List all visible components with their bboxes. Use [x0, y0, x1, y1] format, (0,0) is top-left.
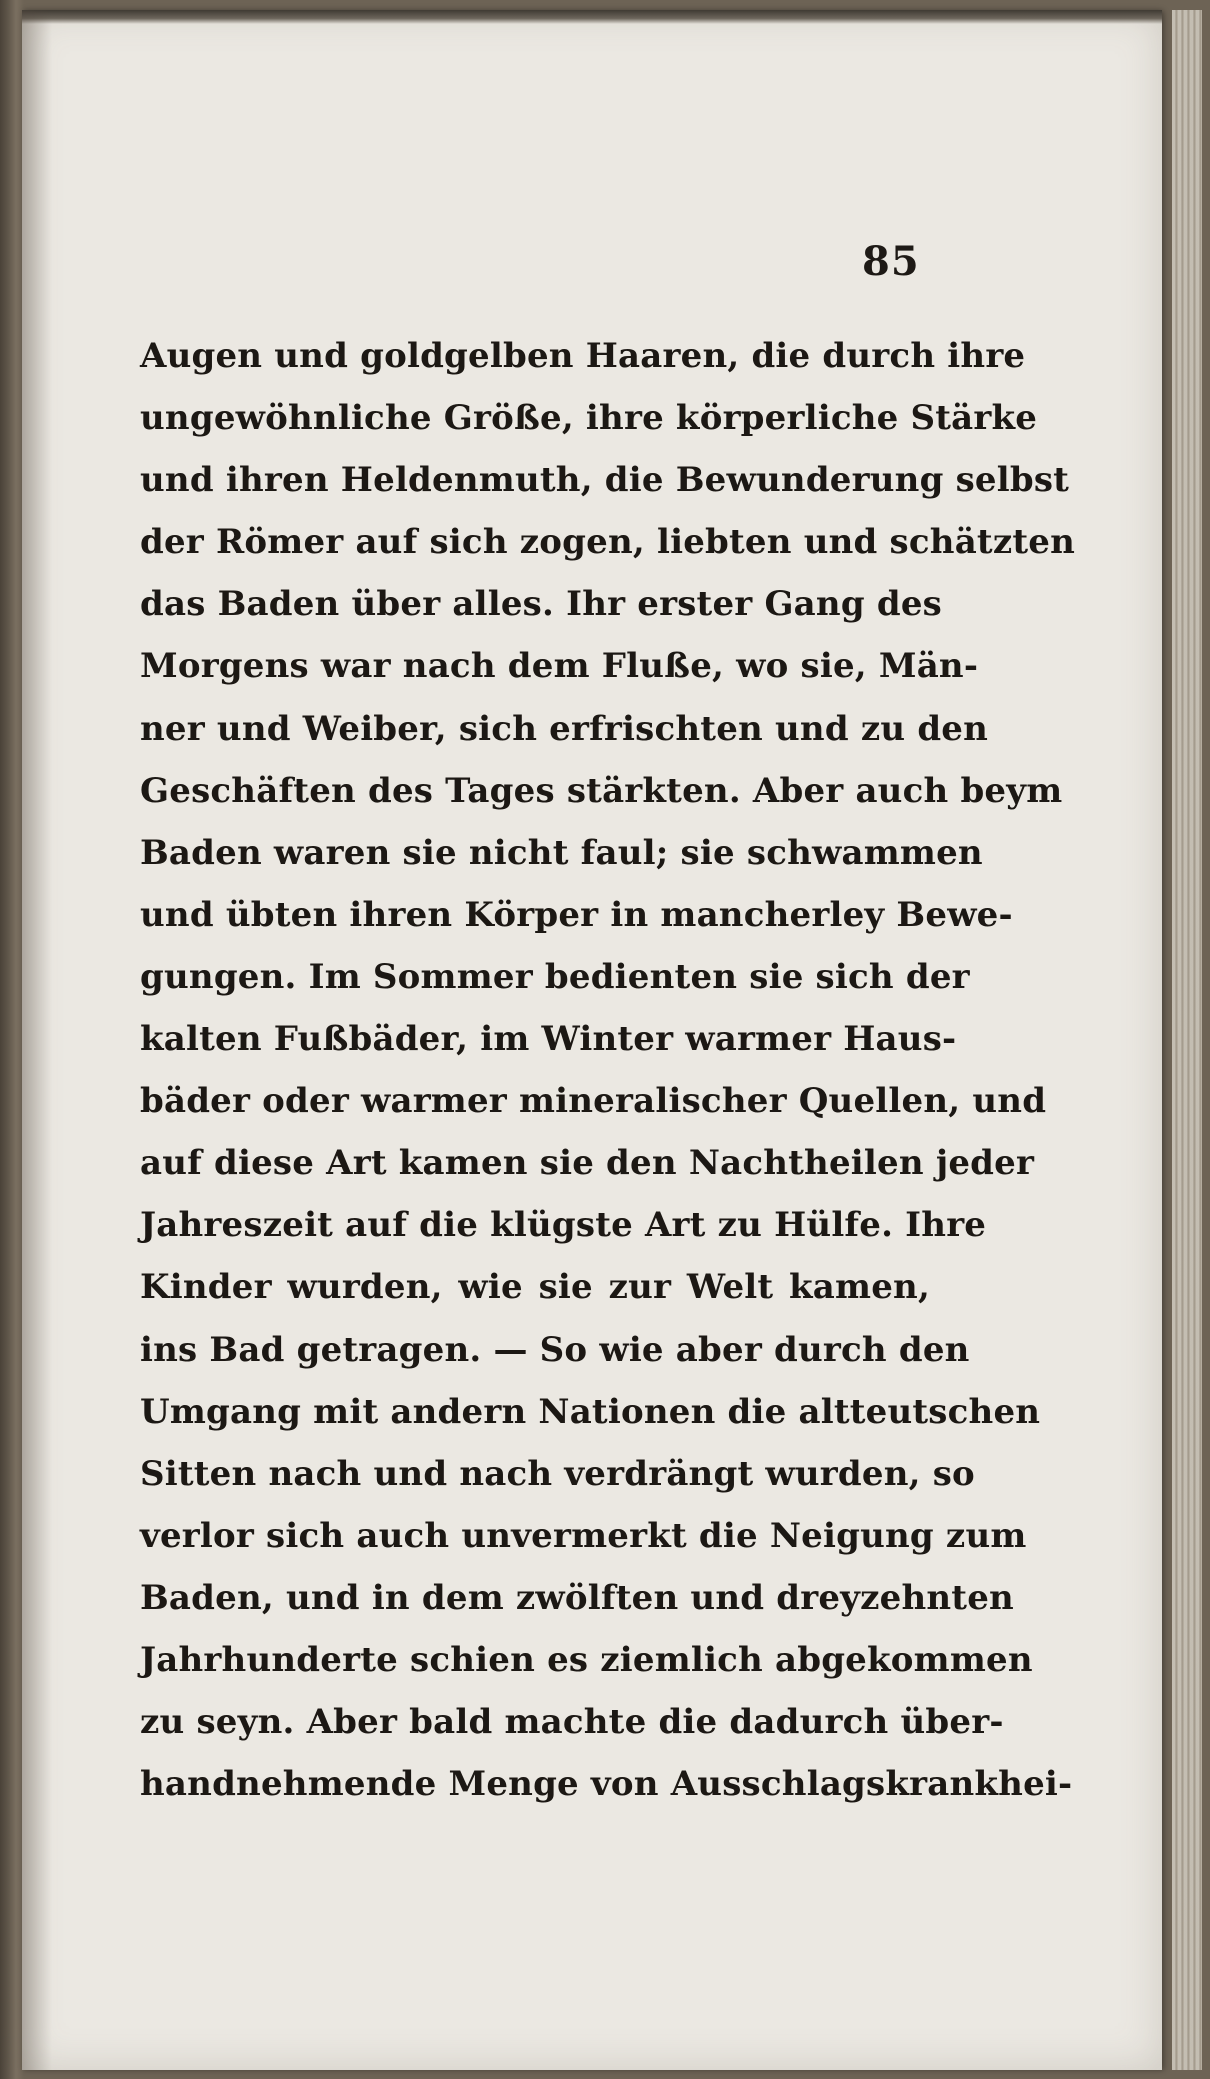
text-line: kalten Fußbäder, im Winter warmer Haus-: [140, 1019, 957, 1060]
page-number: 85: [862, 238, 920, 285]
text-line: ungewöhnliche Größe, ihre körperliche Stärke: [140, 398, 1038, 439]
text-line: und übten ihren Körper in mancherley Bewe-: [140, 894, 1013, 935]
body-text: [140, 325, 1076, 1815]
text-line: Jahrhunderte schien es ziemlich abgekommen: [140, 1639, 1033, 1680]
text-line: Sitten nach und nach verdrängt wurden, so: [140, 1453, 975, 1494]
text-line: Kinder wurden, wie sie zur Welt kamen,: [140, 1267, 930, 1308]
text-line: auf diese Art kamen sie den Nachtheilen jeder: [140, 1143, 1035, 1184]
text-line: ner und Weiber, sich erfrischten und zu den: [140, 708, 989, 749]
text-line: Geschäften des Tages stärkten. Aber auch beym: [140, 770, 1063, 811]
text-line: zu seyn. Aber bald machte die dadurch über-: [140, 1702, 1004, 1743]
text-line: Umgang mit andern Nationen die altteutschen: [140, 1391, 1041, 1432]
text-line: das Baden über alles. Ihr erster Gang des: [140, 584, 942, 625]
text-line: Baden, und in dem zwölften und dreyzehnten: [140, 1577, 1014, 1618]
text-line: Jahreszeit auf die klügste Art zu Hülfe. Ihre: [140, 1205, 987, 1246]
text-line: Baden waren sie nicht faul; sie schwammen: [140, 832, 983, 873]
spine-shadow: [22, 10, 52, 2070]
page-top-edge: [22, 10, 1162, 24]
text-line: ins Bad getragen. — So wie aber durch den: [140, 1329, 970, 1370]
text-line: gungen. Im Sommer bedienten sie sich der: [140, 956, 970, 997]
text-line: bäder oder warmer mineralischer Quellen, und: [140, 1081, 1047, 1122]
text-line: handnehmende Menge von Ausschlagskrankhei-: [140, 1764, 1073, 1805]
text-line: Augen und goldgelben Haaren, die durch ihre: [140, 336, 1026, 376]
text-line: und ihren Heldenmuth, die Bewunderung selbst: [140, 460, 1070, 501]
text-line: verlor sich auch unvermerkt die Neigung zum: [140, 1515, 1027, 1556]
page-edges: [1172, 10, 1202, 2070]
text-line: Morgens war nach dem Fluße, wo sie, Män-: [140, 646, 979, 687]
text-line: der Römer auf sich zogen, liebten und schätzten: [140, 522, 1076, 563]
